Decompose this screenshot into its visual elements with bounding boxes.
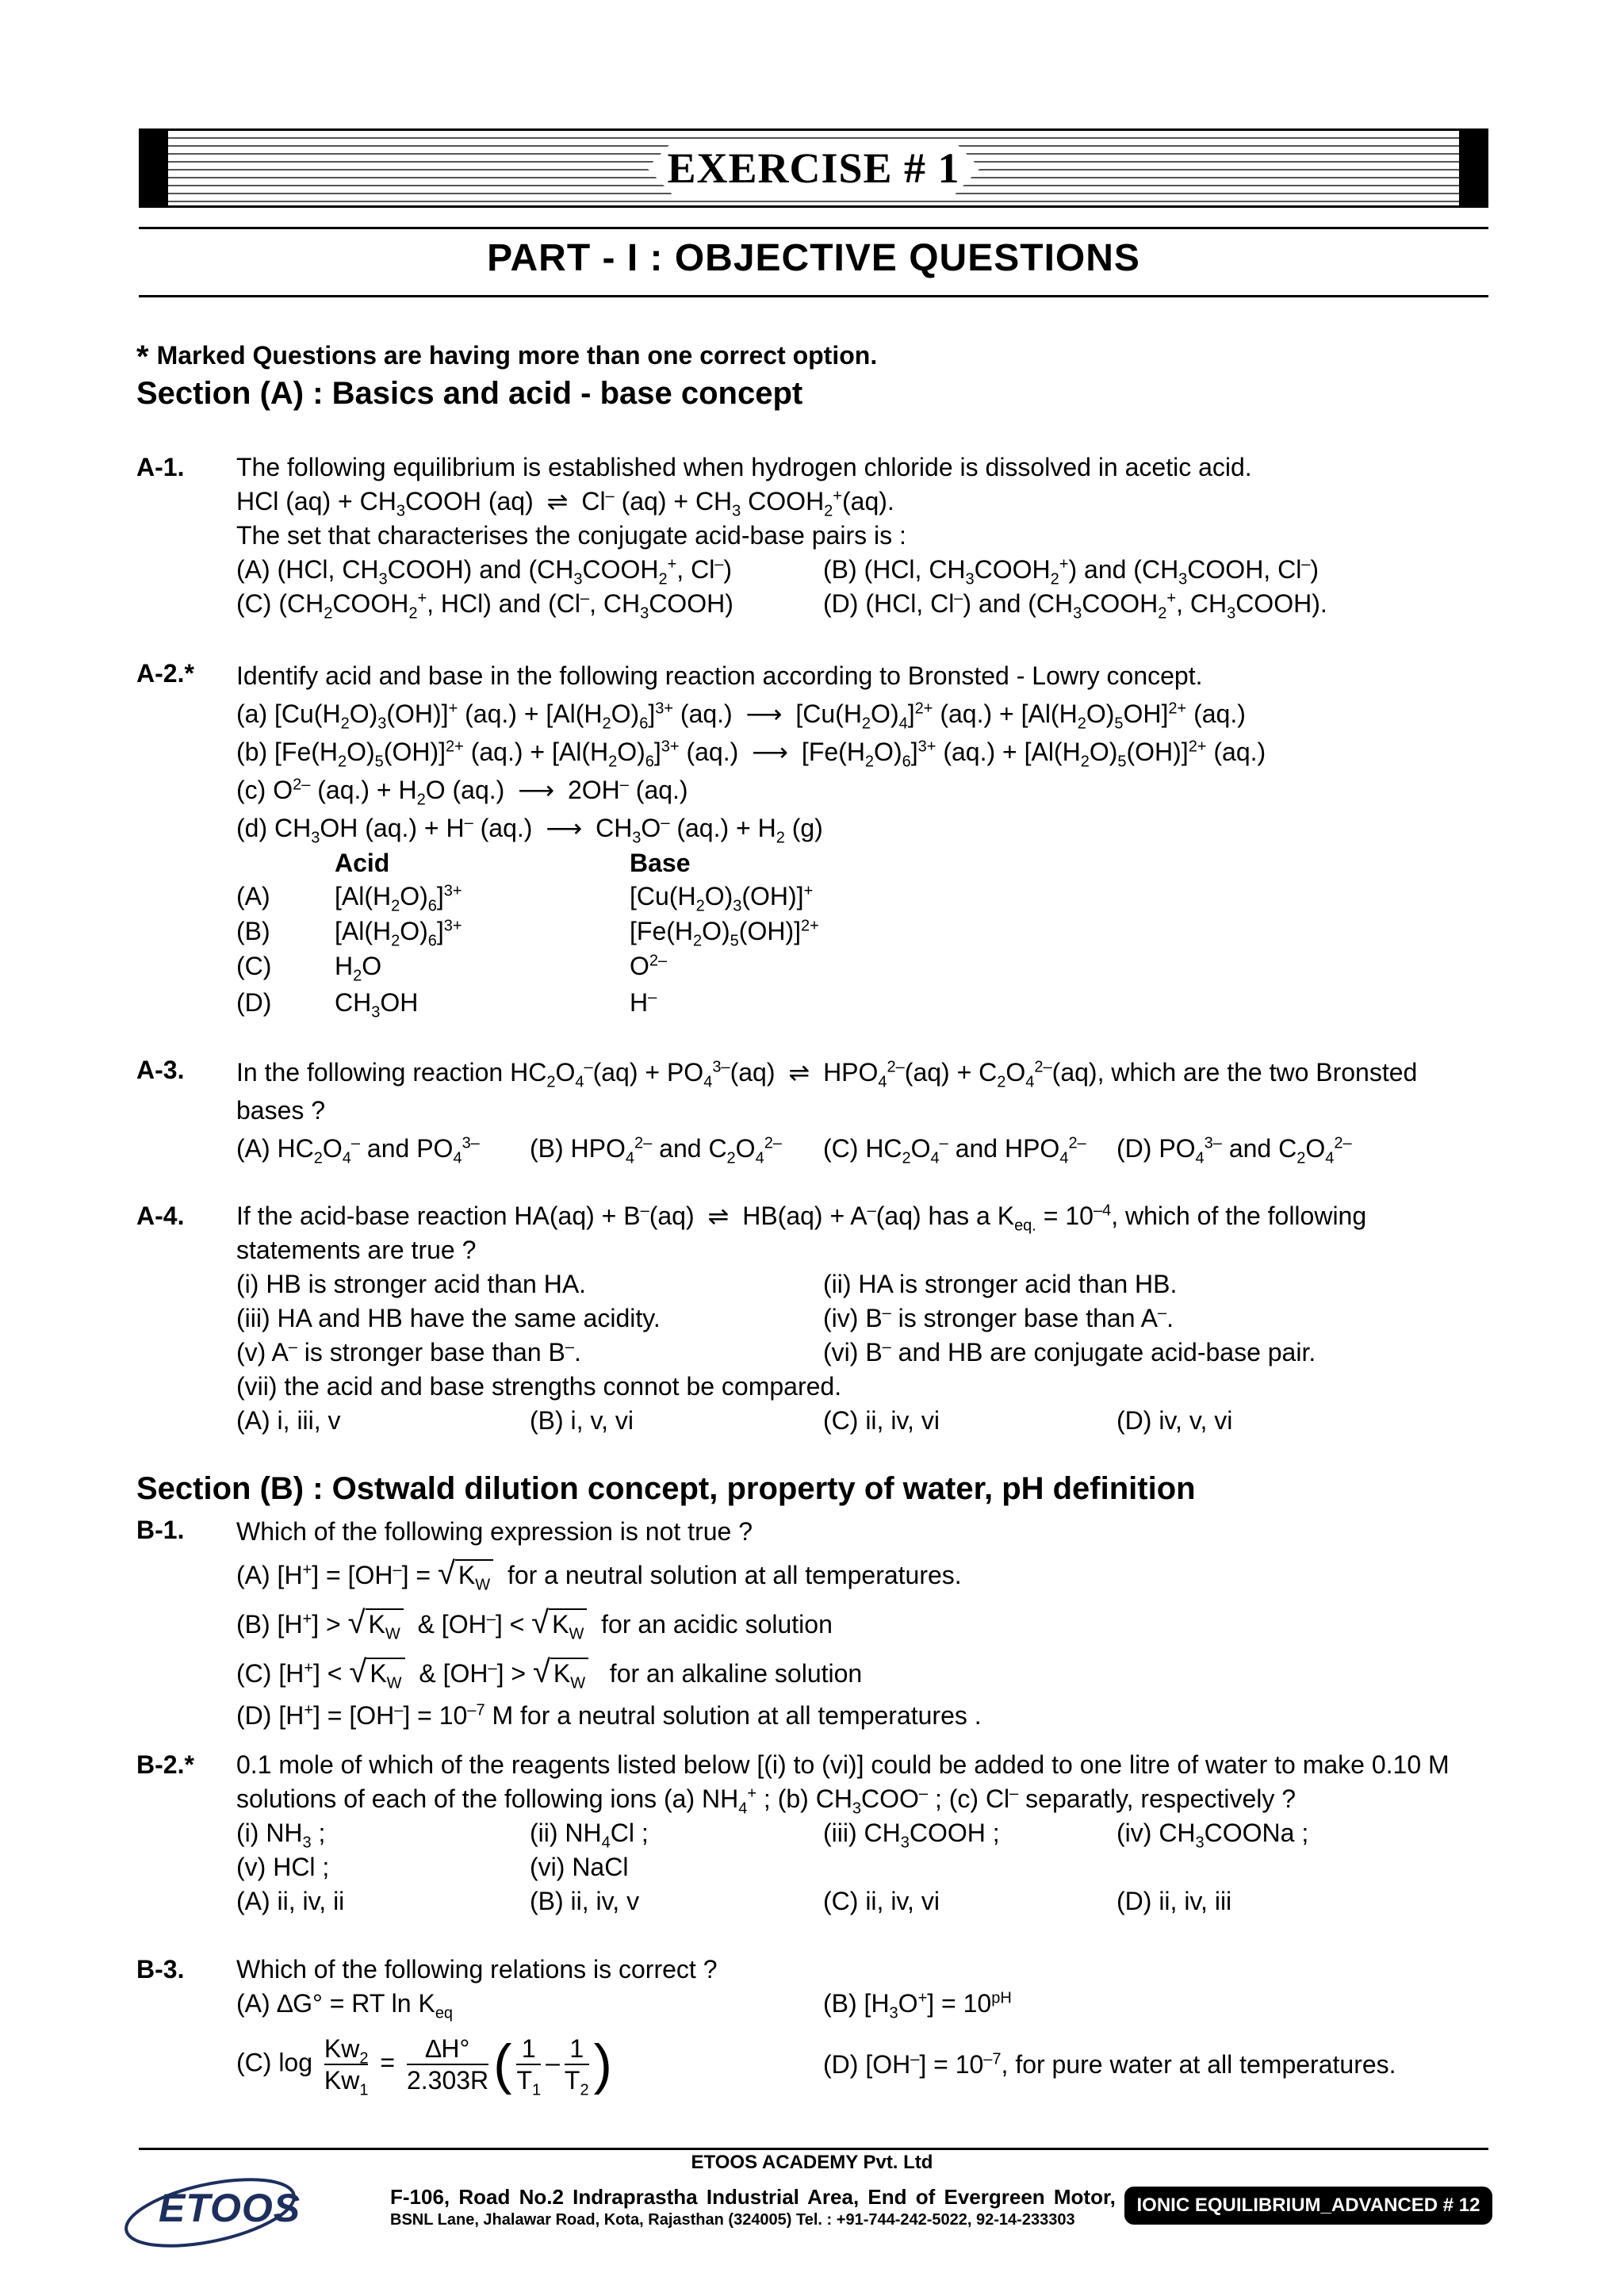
base-header: Base	[630, 849, 691, 877]
option-c[interactable]: (C) ($CH_2COOH_2^+$, HCl) and (Cl–, $CH_3COOH$)	[236, 589, 733, 623]
reagent-i: (i) $NH_3$ ;	[236, 1819, 326, 1852]
option-b[interactable]: (B) $HPO_4^{2-}$ and $C_2O_4^{2-}$	[530, 1134, 782, 1167]
option-a[interactable]: (A) i, iii, v	[236, 1406, 341, 1435]
option-d[interactable]: (D) $CH_3OH$ H–	[236, 988, 657, 1022]
question-text: Identify acid and base in the following reaction according to Bronsted - Lowry concept.	[236, 661, 1203, 690]
option-c[interactable]: (C) $HC_2O_4^-$ and $HPO_4^{2-}$	[823, 1134, 1086, 1167]
option-a[interactable]: (A) [H+] = [OH–] = √ $K_W$ for a neutral solution at all temperatures.	[236, 1556, 962, 1594]
question-number: B-3.	[136, 1955, 185, 1984]
question-a2	[136, 657, 1492, 1022]
top-rule	[139, 227, 1488, 229]
option-c[interactable]: (C) [H+] < √ $K_W$ & [OH–] > √ $K_W$ for an alkaline solution	[236, 1654, 863, 1692]
question-text: Which of the following expression is not true ?	[236, 1517, 753, 1546]
statement-i: (i) HB is stronger acid than HA.	[236, 1270, 587, 1298]
question-text: bases ?	[236, 1096, 326, 1125]
option-d[interactable]: (D) $[H^+] = [OH^-] = 10^{-7}$ M for a neutral solution at all temperatures .	[236, 1701, 982, 1730]
reaction-d: (d) $CH_3OH$ (aq.) + H– (aq.) ⟶ $CH_3O^-$ $(aq.) + H_2$ (g)	[236, 814, 823, 847]
reaction-a: (a) $[Cu(H_2O)_3(OH)]^+$ $(aq.) + [Al(H_2O)_6]^{3+}$ (aq.) ⟶ $[Cu(H_2O)_4]^{2+}$ $(aq.) + [Al(H_2O)_5OH]^{2+}$ (aq.)	[236, 700, 1246, 733]
part-title: PART - I : OBJECTIVE QUESTIONS	[487, 237, 1140, 279]
question-text: If the acid-base reaction HA(aq) + B–(aq) ⇌ HB(aq) + A–(aq) has a $K_{eq.} = 10^{-4}$, which of the following	[236, 1202, 1367, 1235]
question-text: The following equilibrium is established when hydrogen chloride is dissolved in acetic acid.	[236, 453, 1252, 481]
option-b[interactable]: (B) (HCl, $CH_3COOH_2^+$) and ($CH_3COOH$, Cl–)	[823, 555, 1320, 588]
question-number: A-1.	[136, 453, 185, 481]
equation: HCl $(aq) + CH_3COOH$ (aq) ⇌ Cl– $(aq) + CH_3$ $COOH_2^+(aq)$.	[236, 487, 894, 520]
reaction-c: (c) $O^{2-}$ $(aq.) + H_2O$ (aq.) ⟶ 2OH– (aq.)	[236, 776, 688, 809]
footer-address-line2: BSNL Lane, Jhalawar Road, Kota, Rajasthan (324005) Tel. : +91-744-242-5022, 92-14-233303	[390, 2211, 1075, 2229]
statement-iii: (iii) HA and HB have the same acidity.	[236, 1304, 661, 1332]
logo-text: ETOOS	[159, 2186, 301, 2230]
question-text: statements are true ?	[236, 1236, 477, 1264]
question-b3	[136, 1953, 1492, 2099]
statement-ii: (ii) HA is stronger acid than HB.	[823, 1270, 1178, 1298]
question-number: A-2.*	[136, 659, 194, 688]
banner-title: EXERCISE # 1	[667, 144, 960, 192]
question-number: A-4.	[136, 1202, 185, 1230]
option-d[interactable]: (D) $[OH^-] = 10^{-7}$, for pure water at all temperatures.	[823, 2049, 1396, 2079]
option-a[interactable]: (A) $HC_2O_4^-$ and $PO_4^{3-}$	[236, 1134, 480, 1167]
option-a[interactable]: (A) ii, iv, ii	[236, 1887, 345, 1915]
option-b[interactable]: (B) [H+] > √ $K_W$ & [OH–] < √ $K_W$ for an acidic solution	[236, 1605, 833, 1643]
option-c[interactable]: (C) $H_2O$ $O^{2-}$	[236, 952, 668, 985]
option-b[interactable]: (B) $[H_3O^+] = 10^{pH}$	[823, 1989, 1012, 2022]
option-d[interactable]: (D) ii, iv, iii	[1116, 1887, 1232, 1915]
footer-address-line1: F-106, Road No.2 Indraprastha Industrial Area, End of Evergreen Motor,	[390, 2185, 1116, 2209]
question-text: 0.1 mole of which of the reagents listed below [(i) to (vi)] could be added to one litre of water to make 0.10 M	[236, 1750, 1450, 1779]
footer-company: ETOOS ACADEMY Pvt. Ltd	[691, 2152, 933, 2173]
marked-note: * Marked Questions are having more than one correct option.	[136, 339, 878, 374]
chapter-badge: IONIC EQUILIBRIUM_ADVANCED # 12	[1124, 2187, 1492, 2225]
exercise-banner	[139, 128, 1488, 208]
option-d[interactable]: (D) $PO_4^{3-}$ and $C_2O_4^{2-}$	[1116, 1134, 1352, 1167]
option-a[interactable]: (A) (HCl, $CH_3COOH$) and ($CH_3COOH_2^+$, Cl–)	[236, 555, 733, 588]
option-b[interactable]: (B) $[Al(H_2O)_6]^{3+}$ $[Fe(H_2O)_5(OH)]^{2+}$	[236, 917, 819, 950]
option-d[interactable]: (D) iv, v, vi	[1116, 1406, 1233, 1435]
section-a-title: Section (A) : Basics and acid - base concept	[136, 376, 803, 411]
statement-vi: (vi) B– and HB are conjugate acid-base pair.	[823, 1338, 1316, 1366]
question-text: Which of the following relations is correct ?	[236, 1955, 718, 1984]
question-number: B-1.	[136, 1516, 185, 1544]
reagent-ii: (ii) $NH_4Cl$ ;	[530, 1819, 649, 1852]
reaction-b: (b) $[Fe(H_2O)_5(OH)]^{2+}$ $(aq.) + [Al(H_2O)_6]^{3+}$ (aq.) ⟶ $[Fe(H_2O)_6]^{3+}$ $(aq.) + [Al(H_2O)_5(OH)]^{2+}$ (aq.)	[236, 738, 1266, 771]
option-c[interactable]: (C) log $\frac{Kw_2}{Kw_1}$ = $\frac{\Delta H^\circ}{2.303R}$ ( $\frac{1}{T_1}$ – $\frac{1}{T_2}$ )	[236, 2033, 612, 2099]
part-rule	[139, 295, 1488, 297]
option-c[interactable]: (C) ii, iv, vi	[823, 1406, 940, 1435]
question-text: solutions of each of the following ions (a) $NH_4^+$ ; (b) $CH_3COO^-$ ; (c) Cl– separatly, respectively ?	[236, 1784, 1297, 1818]
option-a[interactable]: (A) $[Al(H_2O)_6]^{3+}$ $[Cu(H_2O)_3(OH)]^+$	[236, 882, 814, 915]
question-b1	[136, 1513, 1492, 1734]
question-a4	[136, 1199, 1492, 1438]
statement-v: (v) A– is stronger base than B–.	[236, 1338, 581, 1366]
option-b[interactable]: (B) i, v, vi	[530, 1406, 634, 1435]
reagent-iii: (iii) $CH_3COOH$ ;	[823, 1819, 1000, 1852]
reagent-iv: (iv) $CH_3COONa$ ;	[1116, 1819, 1309, 1852]
option-d[interactable]: (D) (HCl, Cl–) and ($CH_3COOH_2^+$, $CH_3COOH$).	[823, 589, 1327, 623]
option-b[interactable]: (B) ii, iv, v	[530, 1887, 640, 1915]
question-b2	[136, 1748, 1492, 1918]
question-text: The set that characterises the conjugate acid-base pairs is :	[236, 521, 906, 550]
reagent-v: (v) HCl ;	[236, 1853, 330, 1881]
question-number: A-3.	[136, 1056, 185, 1084]
reagent-vi: (vi) NaCl	[530, 1853, 629, 1881]
question-a1	[136, 450, 1492, 621]
question-text: In the following reaction $HC_2O_4^-(aq) + PO_4^{3-}(aq)$ ⇌ $HPO_4^{2-}(aq) + C_2O_4^{2-}(aq)$, which are the two Bronsted	[236, 1058, 1418, 1091]
option-c[interactable]: (C) ii, iv, vi	[823, 1887, 940, 1915]
option-a[interactable]: (A) ∆G° = RT $\ln K_{eq}$	[236, 1989, 454, 2022]
question-number: B-2.*	[136, 1750, 194, 1779]
statement-vii: (vii) the acid and base strengths connot be compared.	[236, 1372, 842, 1401]
question-a3	[136, 1053, 1492, 1167]
section-b-title: Section (B) : Ostwald dilution concept, property of water, pH definition	[136, 1471, 1196, 1506]
footer-rule	[139, 2148, 1488, 2150]
asterisk-icon: *	[136, 339, 149, 374]
acid-header: Acid	[335, 849, 390, 877]
statement-iv: (iv) B– is stronger base than A–.	[823, 1304, 1174, 1332]
